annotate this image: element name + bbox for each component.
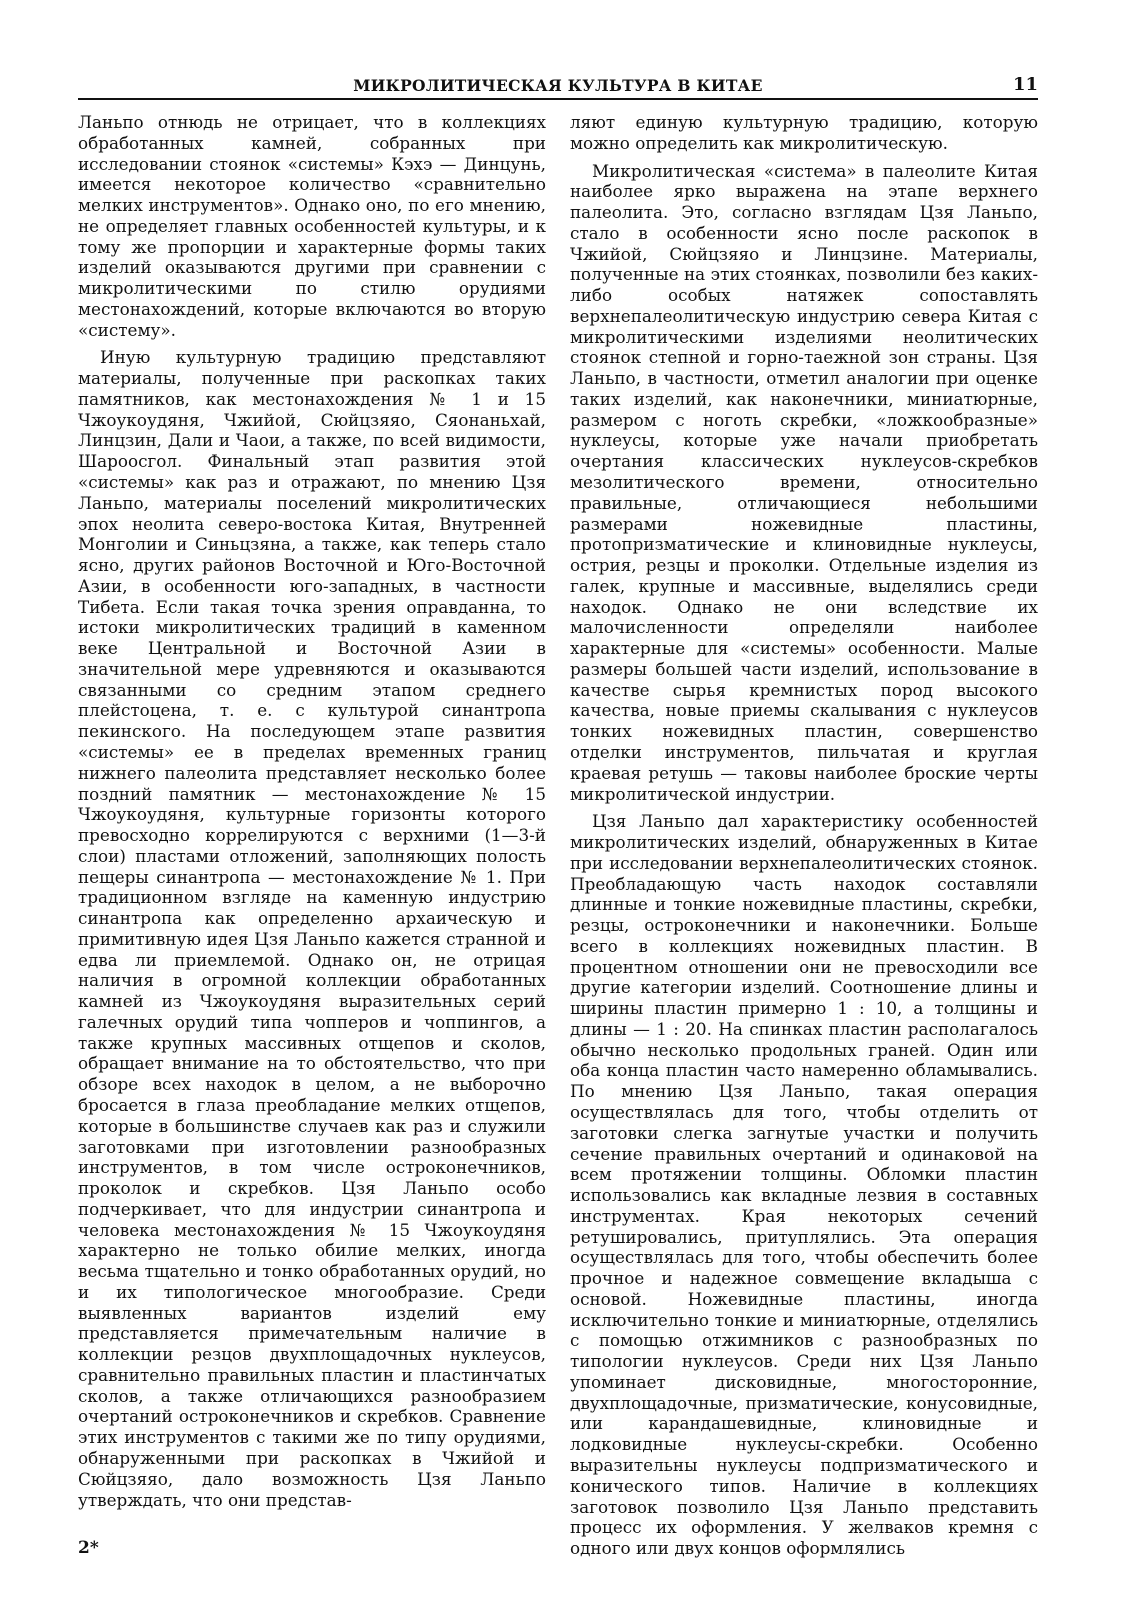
left-column [78, 112, 546, 1510]
paragraph: ляют единую культурную традицию, которую можно определить как микролитическую. [570, 112, 1038, 153]
signature-mark: 2* [78, 1538, 99, 1558]
paragraph: Ланьпо отнюдь не отрицает, что в коллекциях обработанных камней, собранных при исследовании стоянок «системы» Кэхэ — Динцунь, имеется некоторое количество «сравнительно мелких инструментов». Однако оно, по его мнению, не определяет главных особенностей культуры, и к тому же пропорции и характерные формы таких изделий оказываются другими при сравнении с микролитическими по стилю орудиями местонахождений, которые включаются во вторую «систему». [78, 112, 546, 340]
paragraph: Цзя Ланьпо дал характеристику особенностей микролитических изделий, обнаруженных в Китае при исследовании верхнепалеолитических стоянок. Преобладающую часть находок составляли длинные и тонкие ножевидные пластины, скребки, резцы, остроконечники и наконечники. Больше всего в коллекциях ножевидных пластин. В процентном отношении они не превосходили все другие категории изделий. Соотношение длины и ширины пластин примерно 1 : 10, а толщины и длины — 1 : 20. На спинках пластин располагалось обычно несколько продольных граней. Один или оба конца пластин часто намеренно обламывались. По мнению Цзя Ланьпо, такая операция осуществлялась для того, чтобы отделить от заготовки слегка загнутые участки и получить сечение правильных очертаний и одинаковой на всем протяжении толщины. Обломки пластин использовались как вкладные лезвия в составных инструментах. Края некоторых сечений ретушировались, притуплялись. Эта операция осуществлялась для того, чтобы обеспечить более прочное и надежное совмещение вкладыша с основой. Ножевидные пластины, иногда исключительно тонкие и миниатюрные, отделялись с помощью отжимников с разнообразных по типологии нуклеусов. Среди них Цзя Ланьпо упоминает дисковидные, многосторонние, двухплощадочные, призматические, конусовидные, или карандашевидные, клиновидные и лодковидные нуклеусы-скребки. Особенно выразительны нуклеусы подпризматического и конического типов. Наличие в коллекциях заготовок позволило Цзя Ланьпо представить процесс их оформления. У желваков кремня с одного или двух концов оформлялись [570, 811, 1038, 1559]
header-rule [78, 98, 1038, 100]
paragraph: Микролитическая «система» в палеолите Китая наиболее ярко выражена на этапе верхнего палеолита. Это, согласно взглядам Цзя Ланьпо, стало в особенности ясно после раскопок в Чжийой, Сюйцзяяо и Линцзине. Материалы, полученные на этих стоянках, позволили без каких-либо особых натяжек сопоставлять верхнепалеолитическую индустрию севера Китая с микролитическими изделиями неолитических стоянок степной и горно-таежной зон страны. Цзя Ланьпо, в частности, отметил аналогии при оценке таких изделий, как наконечники, миниатюрные, размером с ноготь скребки, «ложкообразные» нуклеусы, которые уже начали приобретать очертания классических нуклеусов-скребков мезолитического времени, относительно правильные, отличающиеся небольшими размерами ножевидные пластины, протопризматические и клиновидные нуклеусы, острия, резцы и проколки. Отдельные изделия из галек, крупные и массивные, выделялись среди находок. Однако не они вследствие их малочисленности определяли наиболее характерные для «системы» особенности. Малые размеры большей части изделий, использование в качестве сырья кремнистых пород высокого качества, новые приемы скалывания с нуклеусов тонких ножевидных пластин, совершенство отделки инструментов, пильчатая и круглая краевая ретушь — таковы наиболее броские черты микролитической индустрии. [570, 160, 1038, 804]
right-column [570, 112, 1038, 1559]
page-number: 11 [1012, 74, 1038, 95]
running-title: МИКРОЛИТИЧЕСКАЯ КУЛЬТУРА В КИТАЕ [353, 76, 763, 95]
paragraph: Иную культурную традицию представляют материалы, полученные при раскопках таких памятников, как местонахождения № 1 и 15 Чжоукоудяня, Чжийой, Сюйцзяяо, Сяонаньхай, Линцзин, Дали и Чаои, а также, по всей видимости, Шароосгол. Финальный этап развития этой «системы» как раз и отражают, по мнению Цзя Ланьпо, материалы поселений микролитических эпох неолита северо-востока Китая, Внутренней Монголии и Синьцзяна, а также, как теперь стало ясно, других районов Восточной и Юго-Восточной Азии, в особенности юго-западных, в частности Тибета. Если такая точка зрения оправданна, то истоки микролитических традиций в каменном веке Центральной и Восточной Азии в значительной мере удревняются и оказываются связанными со средним этапом среднего плейстоцена, т. е. с культурой синантропа пекинского. На последующем этапе развития «системы» ее в пределах временных границ нижнего палеолита представляет несколько более поздний памятник — местонахождение № 15 Чжоукоудяня, культурные горизонты которого превосходно коррелируются с верхними (1—3-й слои) пластами отложений, заполняющих полость пещеры синантропа — местонахождение № 1. При традиционном взгляде на каменную индустрию синантропа как определенно архаическую и примитивную идея Цзя Ланьпо кажется странной и едва ли приемлемой. Однако он, не отрицая наличия в огромной коллекции обработанных камней из Чжоукоудяня выразительных серий галечных орудий типа чопперов и чоппингов, а также крупных массивных отщепов и сколов, обращает внимание на то обстоятельство, что при обзоре всех находок в целом, а не выборочно бросается в глаза преобладание мелких отщепов, которые в большинстве случаев как раз и служили заготовками при изготовлении разнообразных инструментов, в том числе остроконечников, проколок и скребков. Цзя Ланьпо особо подчеркивает, что для индустрии синантропа и человека местонахождения № 15 Чжоукоудяня характерно не только обилие мелких, иногда весьма тщательно и тонко обработанных орудий, но и их типологическое многообразие. Среди выявленных вариантов изделий ему представляется примечательным наличие в коллекции резцов двухплощадочных нуклеусов, сравнительно правильных пластин и пластинчатых сколов, а также отличающихся разнообразием очертаний остроконечников и скребков. Сравнение этих инструментов с такими же по типу орудиями, обнаруженными при раскопках в Чжийой и Сюйцзяяо, дало возможность Цзя Ланьпо утверждать, что они представ- [78, 347, 546, 1510]
